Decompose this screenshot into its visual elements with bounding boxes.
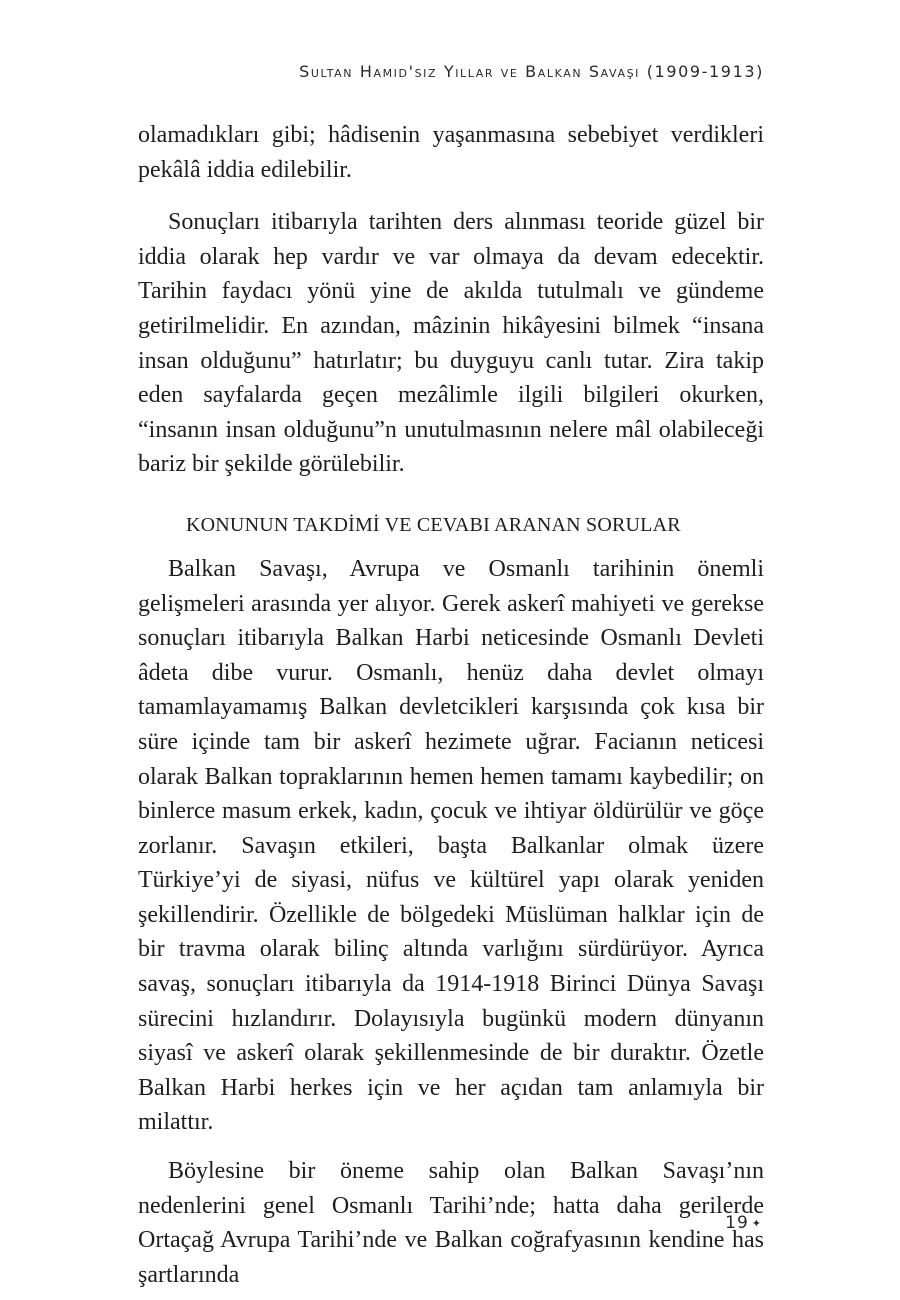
paragraph: Balkan Savaşı, Avrupa ve Osmanlı tarihinin önemli gelişmeleri arasında yer alıyor. Gerek askerî mahiyeti ve gerekse sonuçları itibarıyla Balkan Harbi neticesinde Osmanlı Devleti âdeta dibe vurur. Osmanlı, henüz daha devlet olmayı tamamlayamamış Balkan devletcikleri karşısında çok kısa bir süre içinde tam bir askerî hezimete uğrar. Facianın neticesi olarak Balkan topraklarının hemen hemen tamamı kaybedilir; on binlerce masum erkek, kadın, çocuk ve ihtiyar öldürülür ve göçe zorlanır. Savaşın etkileri, başta Balkanlar olmak üzere Türkiye’yi de siyasi, nüfus ve kültürel yapı olarak yeniden şekillendirir. Özellikle de bölgedeki Müslüman halklar için de bir travma olarak bilinç altında varlığını sürdürüyor. Ayrıca savaş, sonuçları itibarıyla da 1914-1918 Birinci Dünya Savaşı sürecini hızlandırır. Dolayısıyla bugünkü modern dünyanın siyasî ve askerî olarak şekillenmesinde de bir duraktır. Özetle Balkan Harbi herkes için ve her açıdan tam anlamıyla bir milattır. <box>138 555 764 1136</box>
page-footer <box>725 1213 762 1233</box>
paragraph: Sonuçları itibarıyla tarihten ders alınması teoride güzel bir iddia olarak hep vardır ve var olmaya da devam edecektir. Tarihin faydacı yönü yine de akılda tutulmalı ve gündeme getirilmelidir. En azından, mâzinin hikâyesini bilmek “insana insan olduğunu” hatırlatır; bu duyguyu canlı tutar. Zira takip eden sayfalarda geçen mezâlimle ilgili bilgileri okurken, “insanın insan olduğunu”n unutulmasının nelere mâl olabileceği bariz bir şekilde görülebilir. <box>138 209 764 478</box>
paragraph: Böylesine bir öneme sahip olan Balkan Savaşı’nın nedenlerini genel Osmanlı Tarihi’nde; hatta daha gerilerde Ortaçağ Avrupa Tarihi’nde ve Balkan coğrafyasının kendine has şartlarında <box>138 1158 764 1288</box>
section-heading: KONUNUN TAKDİMİ VE CEVABI ARANAN SORULAR <box>186 513 681 536</box>
running-head: Sultan Hamid'siz Yıllar ve Balkan Savaşı (1909-1913) <box>299 62 764 81</box>
ornament-icon: ✦ <box>751 1217 762 1230</box>
page-number: 19 <box>725 1213 749 1233</box>
body-text <box>138 118 764 1292</box>
paragraph-continuation: olamadıkları gibi; hâdisenin yaşanmasına sebebiyet verdikleri pekâlâ iddia edilebilir. <box>138 122 764 183</box>
